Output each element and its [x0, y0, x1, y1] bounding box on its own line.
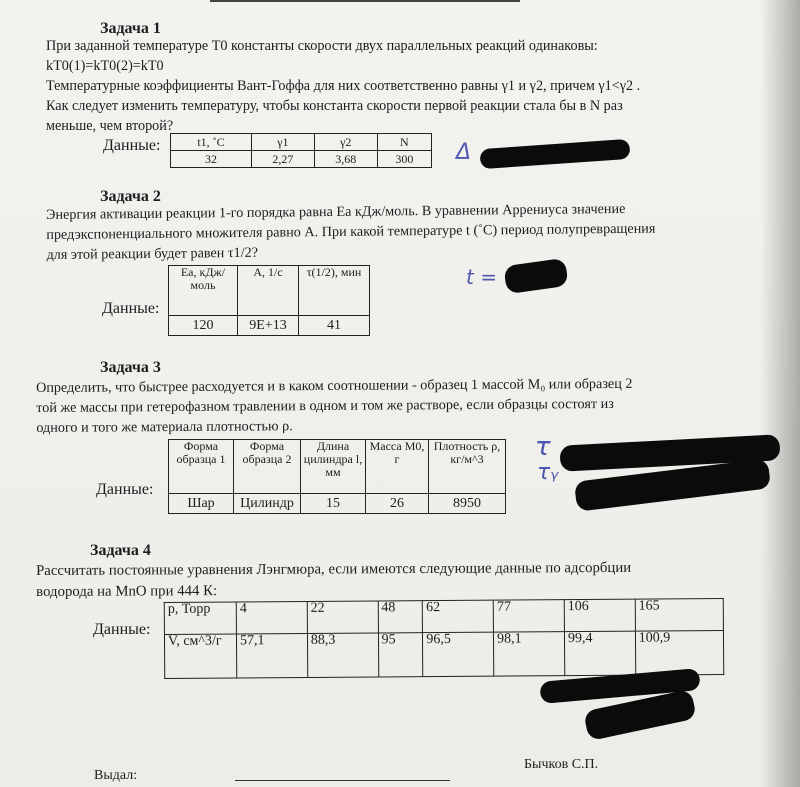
table-cell: 41 — [299, 316, 370, 336]
table-cell: 100,9 — [635, 631, 724, 676]
task4-text — [36, 558, 631, 603]
table-cell: 99,4 — [564, 631, 635, 675]
table-header: Длина цилиндра l, мм — [301, 440, 366, 494]
table-cell: 32 — [171, 151, 252, 168]
table-header: γ1 — [251, 134, 314, 151]
table-cell: 22 — [307, 601, 378, 633]
task2-line: для этой реакции будет равен τ1/2? — [46, 244, 259, 263]
table-cell: 88,3 — [307, 633, 378, 677]
task1-line: При заданной температуре Т0 константы скорости двух параллельных реакций одинаковы: — [46, 38, 598, 54]
task2-text — [46, 199, 656, 265]
task3-table — [168, 439, 506, 514]
table-cell: 4 — [236, 601, 307, 633]
table-cell: 77 — [493, 600, 564, 632]
author-name: Бычков С.П. — [524, 757, 599, 772]
task1-data-label: Данные: — [103, 137, 161, 154]
table-cell: 165 — [635, 599, 723, 632]
table-cell: 120 — [169, 316, 238, 336]
table-cell: 106 — [564, 599, 635, 631]
task3-line: Определить, что быстрее расходуется и в каком соотношении - образец 1 массой M₀ или образец 2 — [36, 375, 633, 396]
task4-line: водорода на MnO при 444 К: — [36, 583, 218, 600]
table-cell: Цилиндр — [234, 494, 301, 514]
table-cell: 98,1 — [494, 632, 565, 676]
table-header: Плотность ρ, кг/м^3 — [429, 440, 506, 494]
table-cell: 96,5 — [423, 632, 494, 676]
task2-line: предэкспоненциального множителя равно А. При какой температуре t (˚С) период полупревращения — [46, 220, 656, 243]
table-header: Форма образца 1 — [169, 440, 234, 494]
task2-table — [168, 265, 370, 336]
table-cell: 48 — [378, 601, 423, 633]
top-rule — [210, 0, 520, 2]
task4-title: Задача 4 — [90, 542, 151, 559]
table-cell: 300 — [377, 151, 431, 168]
table-header: Форма образца 2 — [234, 440, 301, 494]
table-row-label: p, Торр — [164, 602, 236, 635]
table-header: t1, ˚C — [171, 134, 252, 151]
table-header: N — [377, 134, 431, 151]
task1-text — [46, 36, 640, 136]
task2-line: Энергия активации реакции 1-го порядка равна Еа кДж/моль. В уравнении Аррениуса значение — [46, 200, 626, 223]
task3-line: той же массы при гетерофазном травлении в одном и том же растворе, если образцы состоят из — [36, 395, 614, 416]
task3-title: Задача 3 — [100, 359, 161, 376]
table-cell: 9E+13 — [238, 316, 299, 336]
table-cell: 57,1 — [236, 633, 307, 677]
table-header: γ2 — [314, 134, 377, 151]
task2-data-label: Данные: — [102, 300, 160, 317]
task4-data-label: Данные: — [93, 621, 151, 638]
table-header: Масса М0, г — [366, 440, 429, 494]
task4-line: Рассчитать постоянные уравнения Лэнгмюра, если имеются следующие данные по адсорбции — [36, 559, 632, 579]
task3-data-label: Данные: — [96, 481, 154, 498]
table-header: τ(1/2), мин — [299, 266, 370, 316]
table-cell: 26 — [366, 494, 429, 514]
table-cell: 62 — [423, 600, 494, 632]
page-shadow — [760, 0, 800, 787]
handwritten-tau-y: τᵧ — [537, 460, 559, 485]
signature-line — [235, 780, 450, 781]
task1-line: Как следует изменить температуру, чтобы константа скорости первой реакции стала бы в N раз — [46, 98, 623, 114]
task1-table — [170, 133, 432, 168]
task1-line: kT0(1)=kT0(2)=kT0 — [46, 58, 164, 74]
table-cell: 15 — [301, 494, 366, 514]
table-cell: 95 — [378, 633, 423, 677]
task3-line: одного и того же материала плотностью ρ. — [36, 418, 293, 436]
task1-line: Температурные коэффициенты Вант-Гоффа для них соответственно равны γ1 и γ2, причем γ1<γ2 . — [46, 78, 641, 94]
table-cell: 3,68 — [314, 151, 377, 168]
task3-text — [36, 374, 633, 438]
task4-table — [164, 598, 725, 679]
table-row-label: V, см^3/г — [164, 634, 236, 679]
handwritten-tau: τ — [535, 432, 551, 462]
table-cell: Шар — [169, 494, 234, 514]
issued-label: Выдал: — [94, 768, 138, 783]
table-header: Ea, кДж/моль — [169, 266, 238, 316]
task1-title: Задача 1 — [100, 20, 161, 37]
table-cell: 2,27 — [251, 151, 314, 168]
table-cell: 8950 — [429, 494, 506, 514]
task2-title: Задача 2 — [100, 188, 161, 205]
handwritten-delta: Δ — [456, 140, 472, 165]
handwritten-t-equals: t = — [466, 265, 497, 289]
table-header: A, 1/c — [238, 266, 299, 316]
task1-line: меньше, чем второй? — [46, 118, 174, 134]
